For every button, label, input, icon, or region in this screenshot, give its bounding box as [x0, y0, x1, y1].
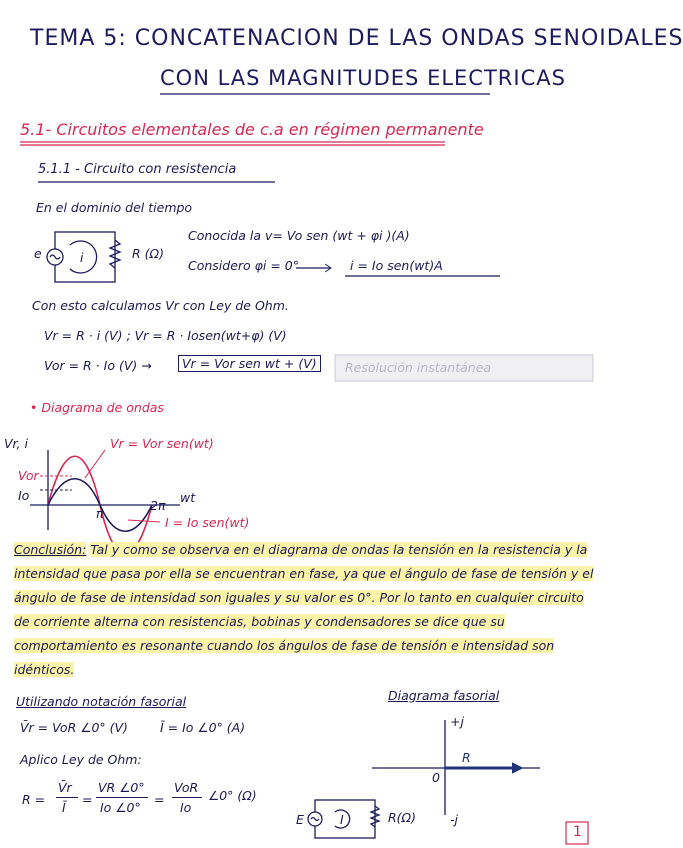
r-eq-num1: V̄r: [58, 780, 72, 795]
phasor-plus-j: +j: [450, 714, 464, 729]
source-label: e: [34, 246, 42, 261]
r-eq-num3: VoR: [174, 780, 199, 795]
r-eq-tail: ∠0° (Ω): [208, 788, 257, 803]
r-eq-num2: VR ∠0°: [98, 780, 145, 795]
conclusion-text: Tal y como se observa en el diagrama de ondas la tensión en la resistencia y la intensidad que pasa por ella se encuentran en fase, ya que el ángulo de fase de tensión y el ángulo de fase de intensidad son iguales y su valor es 0°. Por lo tanto en cualquier circuito de corriente alterna con resistencias, bobinas y condensadores se dice que su comportamiento es resonante cuando los ángulos de fase de tensión e intensidad son idénticos.: [14, 542, 594, 677]
wave-io-label: Io: [18, 488, 30, 503]
bottom-source-label: E: [296, 812, 304, 827]
phasor-diagram: [372, 720, 540, 815]
bottom-resistor-label: R(Ω): [388, 810, 416, 825]
wave-axis-y-label: Vr, i: [4, 436, 28, 451]
phasor-origin: 0: [432, 770, 440, 785]
time-domain-label: En el dominio del tiempo: [36, 200, 193, 215]
known-expression: Conocida la v= Vo sen (wt + φi )(A): [188, 228, 410, 243]
conclusion-label: Conclusión:: [14, 542, 87, 557]
wave-pi-label: π: [96, 506, 104, 521]
consider-expression: Considero φi = 0°: [188, 258, 300, 273]
equation-1: Vr = R · i (V) ; Vr = R · Iosen(wt+φ) (V): [44, 328, 287, 343]
ohm-apply: Aplico Ley de Ohm:: [20, 752, 142, 767]
phasor-current-eq: Ī = Io ∠0° (A): [160, 720, 246, 735]
section-heading: 5.1- Circuitos elementales de c.a en régimen permanente: [20, 120, 484, 139]
phasor-voltage-eq: V̄r = VoR ∠0° (V): [20, 720, 128, 735]
wave-voltage-label: Vr = Vor sen(wt): [110, 436, 214, 451]
subsection-heading: 5.1.1 - Circuito con resistencia: [38, 162, 237, 177]
wave-axis-x-label: wt: [180, 490, 196, 505]
r-eq-bar2: [96, 797, 148, 798]
title-line-1: TEMA 5: CONCATENACION DE LAS ONDAS SENOIDALES: [30, 26, 683, 51]
r-eq-den2: Io ∠0°: [100, 800, 141, 815]
r-eq-bar1: [56, 797, 78, 798]
equation-2-faded-note: Resolución instantánea: [345, 360, 492, 375]
phasor-vector-label: R: [462, 750, 471, 765]
wave-diagram-heading: • Diagrama de ondas: [30, 400, 164, 415]
title-line-2: CON LAS MAGNITUDES ELECTRICAS: [160, 66, 566, 90]
phasor-heading: Utilizando notación fasorial: [16, 694, 187, 709]
equation-2-left: Vor = R · Io (V) →: [44, 358, 152, 373]
r-eq-prefix: R =: [22, 792, 46, 807]
equation-2-boxed: Vr = Vor sen wt + (V): [178, 355, 321, 372]
phasor-diagram-heading: Diagrama fasorial: [388, 688, 500, 703]
ohm-intro: Con esto calculamos Vr con Ley de Ohm.: [32, 298, 289, 313]
wave-vor-label: Vor: [18, 468, 39, 483]
wave-current-label: I = Io sen(wt): [165, 515, 250, 530]
wave-two-pi-label: 2π: [150, 498, 166, 513]
circuit-top: [47, 232, 120, 282]
current-label: i: [80, 250, 84, 265]
result-expression: i = Io sen(wt)A: [350, 258, 443, 273]
page-number: 1: [573, 824, 582, 840]
phasor-minus-j: -j: [450, 812, 458, 827]
r-eq-den1: Ī: [62, 800, 66, 815]
r-eq-bar3: [172, 797, 202, 798]
conclusion-paragraph: [14, 538, 594, 682]
r-eq-den3: Io: [180, 800, 192, 815]
bottom-current-label: I: [340, 812, 344, 827]
resistor-label: R (Ω): [132, 246, 164, 261]
